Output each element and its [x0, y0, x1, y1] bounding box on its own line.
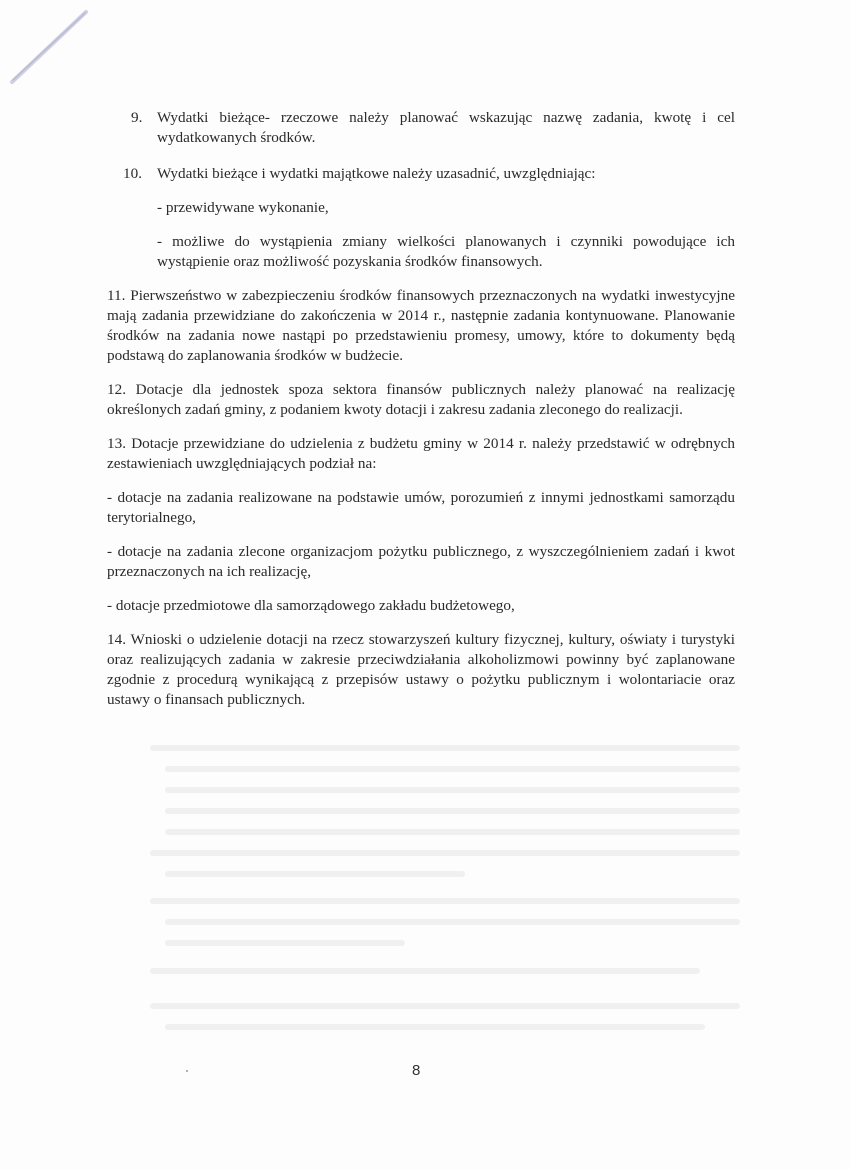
item-14-line-4: ustawy o finansach publicznych. — [107, 691, 306, 708]
item-11-line-2: mają zadania przewidziane do zakończenia w 2014 r., następnie zadania kontynuowane. Planowanie — [107, 307, 735, 324]
dotacje-umowy-line-2: terytorialnego, — [107, 509, 196, 526]
bullet-mozliwe-line-1: - możliwe do wystąpienia zmiany wielkości planowanych i czynniki powodujące ich — [157, 233, 735, 250]
page-number: 8 — [412, 1062, 421, 1079]
item-11-line-3: środków na zadania nowe nastąpi po przedstawieniu promesy, umowy, które to dokumenty będą — [107, 327, 735, 344]
item-11-line-1: 11. Pierwszeństwo w zabezpieczeniu środków finansowych przeznaczonych na wydatki inwestycyjne — [107, 287, 735, 304]
item-12-line-1: 12. Dotacje dla jednostek spoza sektora finansów publicznych należy planować na realizację — [107, 381, 735, 398]
item-14-line-3: zgodnie z procedurą wynikającą z przepisów ustawy o pożytku publicznym i wolontariacie oraz — [107, 671, 735, 688]
pen-stroke-mark — [0, 0, 130, 100]
item-9-number: 9. — [131, 109, 143, 126]
item-10-number: 10. — [123, 165, 142, 182]
dotacje-zlecone-line-1: - dotacje na zadania zlecone organizacjom pożytku publicznego, z wyszczególnieniem zadań i kwot — [107, 543, 735, 560]
item-9-line-1: Wydatki bieżące- rzeczowe należy planować wskazując nazwę zadania, kwotę i cel — [157, 109, 735, 126]
bullet-przewidywane-wykonanie: - przewidywane wykonanie, — [157, 199, 329, 216]
item-13-line-2: zestawieniach uwzględniających podział na: — [107, 455, 377, 472]
item-10-text: Wydatki bieżące i wydatki majątkowe należy uzasadnić, uwzględniając: — [157, 165, 596, 182]
item-12-line-2: określonych zadań gminy, z podaniem kwoty dotacji i zakresu zadania zleconego do realizacji. — [107, 401, 683, 418]
bullet-mozliwe-line-2: wystąpienie oraz możliwość pozyskania środków finansowych. — [157, 253, 543, 270]
dotacje-zlecone-line-2: przeznaczonych na ich realizację, — [107, 563, 312, 580]
item-11-line-4: podstawą do zaplanowania środków w budżecie. — [107, 347, 404, 364]
dotacje-przedmiotowe: - dotacje przedmiotowe dla samorządowego zakładu budżetowego, — [107, 597, 515, 614]
item-9-line-2: wydatkowanych środków. — [157, 129, 316, 146]
dotacje-umowy-line-1: - dotacje na zadania realizowane na podstawie umów, porozumień z innymi jednostkami samorządu — [107, 489, 735, 506]
item-13-line-1: 13. Dotacje przewidziane do udzielenia z budżetu gminy w 2014 r. należy przedstawić w odrębnych — [107, 435, 735, 452]
item-14-line-2: oraz realizujących zadania w zakresie przeciwdziałania alkoholizmowi powinny być zaplanowane — [107, 651, 735, 668]
speck-mark — [186, 1070, 188, 1072]
item-14-line-1: 14. Wnioski o udzielenie dotacji na rzecz stowarzyszeń kultury fizycznej, kultury, oświaty i turystyki — [107, 631, 735, 648]
